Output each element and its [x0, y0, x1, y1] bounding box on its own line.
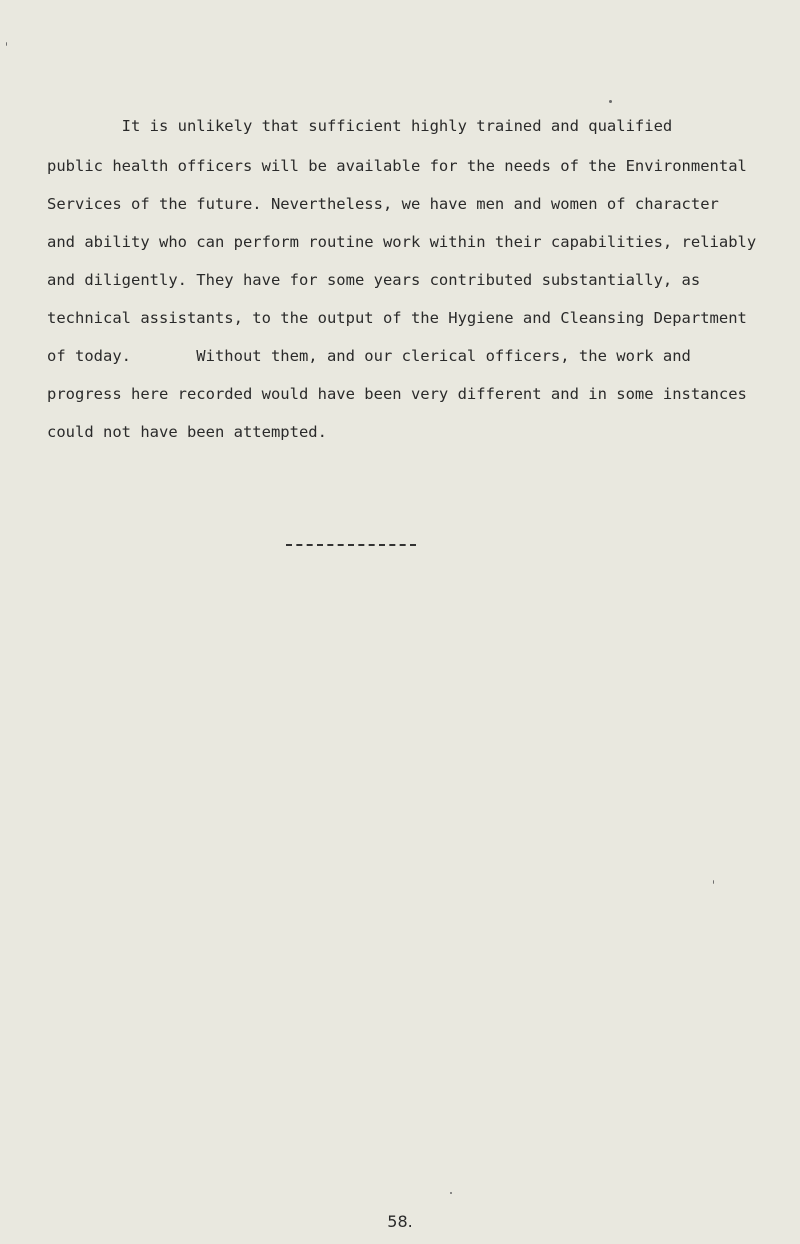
paragraph-line: and diligently. They have for some years contributed substantially, as	[47, 271, 701, 289]
section-divider	[286, 544, 416, 546]
scan-speck	[450, 1192, 452, 1194]
paragraph-line: and ability who can perform routine work within their capabilities, reliably	[47, 233, 757, 251]
scan-speck	[713, 880, 714, 884]
paragraph-line: could not have been attempted.	[47, 423, 327, 441]
scan-speck	[609, 100, 612, 103]
page-number: 58.	[387, 1212, 413, 1231]
paragraph-line: progress here recorded would have been very different and in some instances	[47, 385, 747, 403]
paragraph-line: of today. Without them, and our clerical officers, the work and	[47, 347, 691, 365]
paragraph-line: public health officers will be available for the needs of the Environmental	[47, 157, 747, 175]
paragraph-line: It is unlikely that sufficient highly trained and qualified	[47, 117, 673, 135]
paragraph-line: Services of the future. Nevertheless, we have men and women of character	[47, 195, 719, 213]
paragraph-line: technical assistants, to the output of the Hygiene and Cleansing Department	[47, 309, 747, 327]
scan-speck	[6, 42, 7, 46]
